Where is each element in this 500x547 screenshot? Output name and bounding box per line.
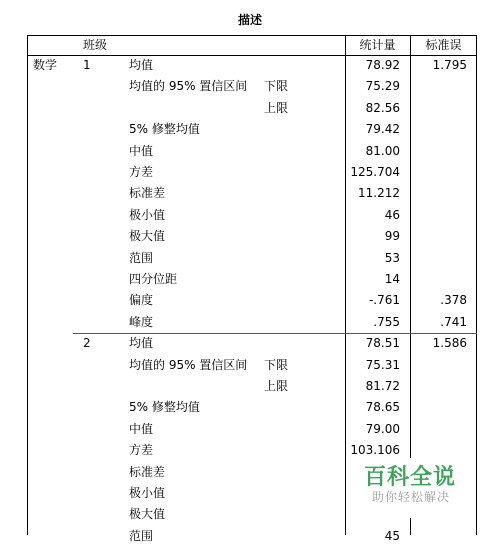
statistic-value: 11.212 bbox=[358, 186, 400, 201]
std-error-value: 1.795 bbox=[432, 58, 467, 72]
statistic-value: 78.65 bbox=[365, 400, 400, 415]
statistic-value: 82.56 bbox=[365, 100, 400, 115]
table-row bbox=[27, 76, 477, 97]
table-row bbox=[27, 183, 477, 204]
stat-name: 方差 bbox=[129, 165, 154, 179]
table-row bbox=[27, 419, 477, 440]
statistic-value: 79.42 bbox=[365, 122, 400, 137]
watermark-main: 百科全说 bbox=[364, 465, 457, 490]
variable-label: 数学 bbox=[33, 58, 58, 72]
table-row bbox=[27, 55, 477, 76]
statistic-value: 78.51 bbox=[365, 336, 400, 351]
statistic-value: 125.704 bbox=[350, 165, 400, 179]
table-row bbox=[27, 162, 477, 183]
stat-name: 范围 bbox=[129, 528, 154, 543]
group-label: 1 bbox=[83, 58, 91, 72]
table-row bbox=[27, 248, 477, 269]
std-error-value: 1.586 bbox=[432, 336, 467, 351]
stat-name: 偏度 bbox=[129, 293, 154, 308]
stat-name: 均值的 95% 置信区间 bbox=[129, 79, 248, 94]
statistic-value: 46 bbox=[384, 207, 400, 222]
statistic-value: 81.72 bbox=[365, 379, 400, 393]
stat-name: 四分位距 bbox=[129, 272, 178, 286]
statistic-value: 81.00 bbox=[365, 143, 400, 158]
std-error-value: .378 bbox=[440, 293, 467, 308]
table-row bbox=[27, 312, 477, 333]
stat-name: 5% 修整均值 bbox=[129, 122, 200, 137]
stat-name: 均值 bbox=[129, 58, 154, 72]
stat-name: 均值 bbox=[129, 336, 154, 351]
table-row bbox=[27, 376, 477, 397]
stat-name: 5% 修整均值 bbox=[129, 400, 200, 415]
table-row bbox=[27, 119, 477, 140]
table-row bbox=[27, 226, 477, 247]
stat-subname: 下限 bbox=[264, 357, 289, 372]
stat-name: 中值 bbox=[129, 143, 154, 158]
table-row bbox=[27, 269, 477, 290]
watermark-sub: 助你轻松解决 bbox=[372, 490, 451, 504]
statistic-value: 75.29 bbox=[365, 79, 400, 94]
table-row bbox=[27, 290, 477, 311]
table-row bbox=[27, 333, 477, 354]
stat-name: 极小值 bbox=[129, 486, 166, 500]
statistic-value: 75.31 bbox=[365, 357, 400, 372]
stat-subname: 上限 bbox=[264, 100, 289, 115]
table-row bbox=[27, 355, 477, 376]
table-row bbox=[27, 98, 477, 119]
stat-name: 范围 bbox=[129, 250, 154, 265]
table-row bbox=[27, 526, 477, 547]
stat-name: 方差 bbox=[129, 443, 154, 458]
statistic-value: -.761 bbox=[368, 293, 400, 308]
statistic-value: 78.92 bbox=[365, 58, 400, 72]
statistic-value: 103.106 bbox=[350, 443, 400, 458]
statistic-value: .755 bbox=[373, 314, 400, 329]
header-group: 班级 bbox=[83, 38, 108, 52]
stat-name: 中值 bbox=[129, 421, 154, 436]
statistic-value: 53 bbox=[384, 250, 400, 265]
group-label: 2 bbox=[83, 336, 91, 351]
table-row bbox=[27, 205, 477, 226]
statistic-value: 45 bbox=[384, 528, 400, 543]
stat-name: 极大值 bbox=[129, 229, 166, 244]
header-std-error: 标准误 bbox=[425, 38, 462, 52]
statistic-value: 99 bbox=[384, 229, 400, 244]
stat-subname: 下限 bbox=[264, 79, 289, 94]
stat-subname: 上限 bbox=[264, 379, 289, 393]
watermark bbox=[352, 458, 472, 518]
stat-name: 均值的 95% 置信区间 bbox=[129, 357, 248, 372]
table-row bbox=[27, 397, 477, 418]
stat-name: 峰度 bbox=[129, 314, 154, 329]
table-title: 描述 bbox=[237, 13, 262, 27]
stat-name: 极小值 bbox=[129, 207, 166, 222]
stat-name: 标准差 bbox=[129, 186, 166, 201]
stat-name: 标准差 bbox=[129, 464, 166, 479]
header-statistic: 统计量 bbox=[359, 38, 396, 52]
table-row bbox=[27, 141, 477, 162]
statistic-value: 14 bbox=[384, 272, 400, 286]
std-error-value: .741 bbox=[440, 314, 467, 329]
stat-name: 极大值 bbox=[129, 507, 166, 522]
statistic-value: 79.00 bbox=[365, 421, 400, 436]
